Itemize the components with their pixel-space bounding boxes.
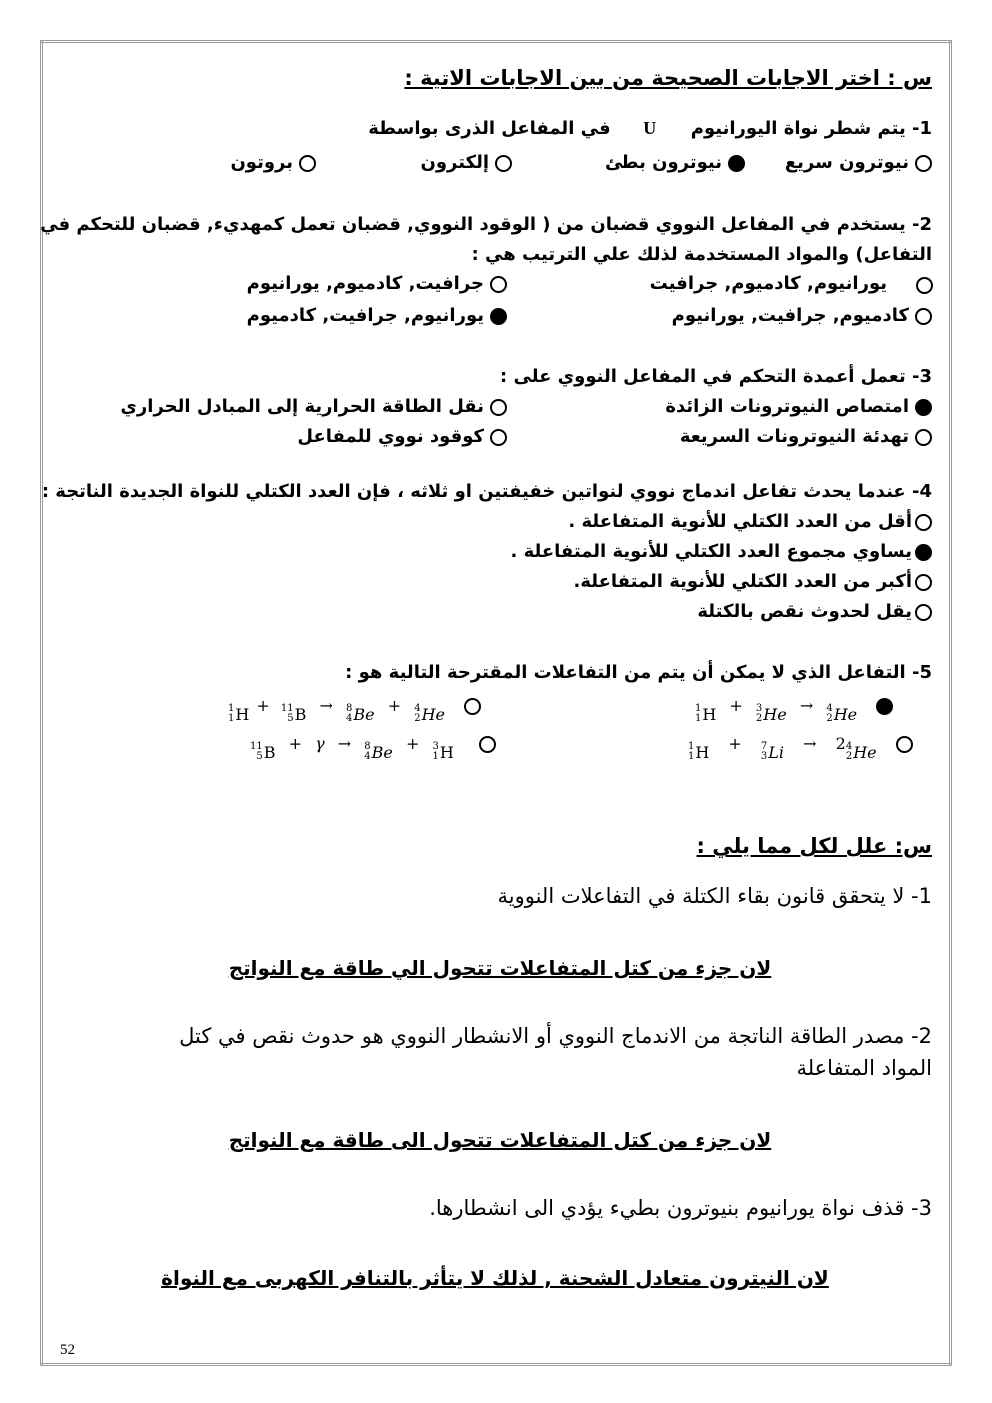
radio-empty-icon	[896, 736, 913, 753]
question-1-text: 1- يتم شطر نواة اليورانيوم	[690, 118, 932, 139]
radio-empty-icon	[464, 698, 481, 715]
reason-1-question: 1- لا يتحقق قانون بقاء الكتلة في التفاعلات النووية	[497, 884, 932, 908]
uranium-symbol: U	[643, 118, 657, 138]
question-1	[368, 118, 932, 139]
q1-option-3[interactable]: إلكترون	[421, 152, 513, 173]
radio-empty-icon	[490, 399, 507, 416]
reason-2-question-line-2: المواد المتفاعلة	[796, 1056, 932, 1080]
radio-empty-icon	[915, 604, 932, 621]
q4-option-2[interactable]: يساوي مجموع العدد الكتلي للأنوية المتفاعلة .	[510, 541, 932, 562]
radio-selected-icon	[876, 698, 893, 715]
radio-empty-icon	[916, 277, 933, 294]
radio-empty-icon	[915, 155, 932, 172]
equation-b: 1 1 H + 11 5 B → 8 4 Be + 4 2 He	[228, 696, 446, 724]
q5-option-4[interactable]	[250, 734, 496, 762]
q3-option-2[interactable]: نقل الطاقة الحرارية إلى المبادل الحراري	[120, 396, 507, 417]
radio-empty-icon	[490, 429, 507, 446]
q3-option-1[interactable]: امتصاص النيوترونات الزائدة	[665, 396, 932, 417]
q2-option-4[interactable]: يورانيوم, جرافيت, كادميوم	[247, 305, 507, 326]
question-2-line-2: التفاعل) والمواد المستخدمة لذلك علي الترتيب هي :	[471, 244, 932, 265]
question-4: 4- عندما يحدث تفاعل اندماج نووي لنواتين خفيفتين او ثلاثه ، فإن العدد الكتلي للنواة الجديدة الناتجة :	[41, 481, 932, 502]
page-number: 52	[60, 1342, 75, 1358]
radio-empty-icon	[495, 155, 512, 172]
radio-empty-icon	[915, 574, 932, 591]
q5-option-3[interactable]	[688, 734, 913, 762]
q5-option-2[interactable]	[228, 696, 481, 724]
radio-selected-icon	[915, 544, 932, 561]
reason-2-answer: لان جزء من كتل المتفاعلات تتحول الى طاقة مع النواتج	[228, 1128, 772, 1152]
radio-empty-icon	[299, 155, 316, 172]
q1-option-1[interactable]: نيوترون سريع	[785, 152, 932, 173]
question-5: 5- التفاعل الذي لا يمكن أن يتم من التفاعلات المقترحة التالية هو :	[345, 662, 932, 683]
section-2-heading: س: علل لكل مما يلي :	[696, 834, 932, 858]
question-3: 3- تعمل أعمدة التحكم في المفاعل النووي على :	[500, 366, 932, 387]
equation-c: 1 1 H + 7 3 Li → 2 4 2 He	[688, 734, 877, 762]
radio-empty-icon	[490, 276, 507, 293]
equation-a: 1 1 H + 3 2 He → 4 2 He	[695, 696, 858, 724]
section-1-heading: س : اختر الاجابات الصحيحة من بين الاجابات الاتية :	[404, 66, 932, 90]
q1-option-2[interactable]: نيوترون بطئ	[605, 152, 745, 173]
radio-selected-icon	[728, 155, 745, 172]
radio-empty-icon	[479, 736, 496, 753]
q2-option-2[interactable]: جرافيت, كادميوم, يورانيوم	[247, 273, 507, 294]
q3-option-3[interactable]: تهدئة النيوترونات السريعة	[680, 426, 932, 447]
q5-option-1[interactable]	[695, 696, 893, 724]
radio-empty-icon	[915, 514, 932, 531]
q2-option-3[interactable]: كادميوم, جرافيت, يورانيوم	[672, 305, 932, 326]
equation-d: 11 5 B + γ → 8 4 Be + 3 1 H	[250, 734, 454, 762]
q3-option-4[interactable]: كوقود نووي للمفاعل	[297, 426, 507, 447]
q2-option-1[interactable]: يورانيوم, كادميوم, جرافيت	[650, 273, 887, 294]
question-1-text-2: في المفاعل الذرى بواسطة	[368, 118, 611, 139]
reason-2-question-line-1: 2- مصدر الطاقة الناتجة من الاندماج النووي أو الانشطار النووي هو حدوث نقص في كتل	[179, 1024, 932, 1048]
radio-selected-icon	[490, 308, 507, 325]
radio-selected-icon	[915, 399, 932, 416]
q1-option-4[interactable]: بروتون	[230, 152, 316, 173]
q4-option-4[interactable]: يقل لحدوث نقص بالكتلة	[697, 601, 932, 622]
question-2-line-1: 2- يستخدم في المفاعل النووي قضبان من ( الوقود النووي, قضبان تعمل كمهديء, قضبان للتحكم في	[40, 214, 932, 235]
q4-option-3[interactable]: أكبر من العدد الكتلي للأنوية المتفاعلة.	[574, 571, 932, 592]
reason-3-question: 3- قذف نواة يورانيوم بنيوترون بطيء يؤدي الى انشطارها.	[429, 1196, 932, 1220]
radio-empty-icon	[915, 308, 932, 325]
q4-option-1[interactable]: أقل من العدد الكتلي للأنوية المتفاعلة .	[568, 511, 932, 532]
reason-1-answer: لان جزء من كتل المتفاعلات تتحول الي طاقة مع النواتج	[228, 956, 772, 980]
reason-3-answer: لان النيترون متعادل الشحنة , لذلك لا يتأثر بالتنافر الكهربى مع النواة	[161, 1266, 829, 1290]
radio-empty-icon	[915, 429, 932, 446]
